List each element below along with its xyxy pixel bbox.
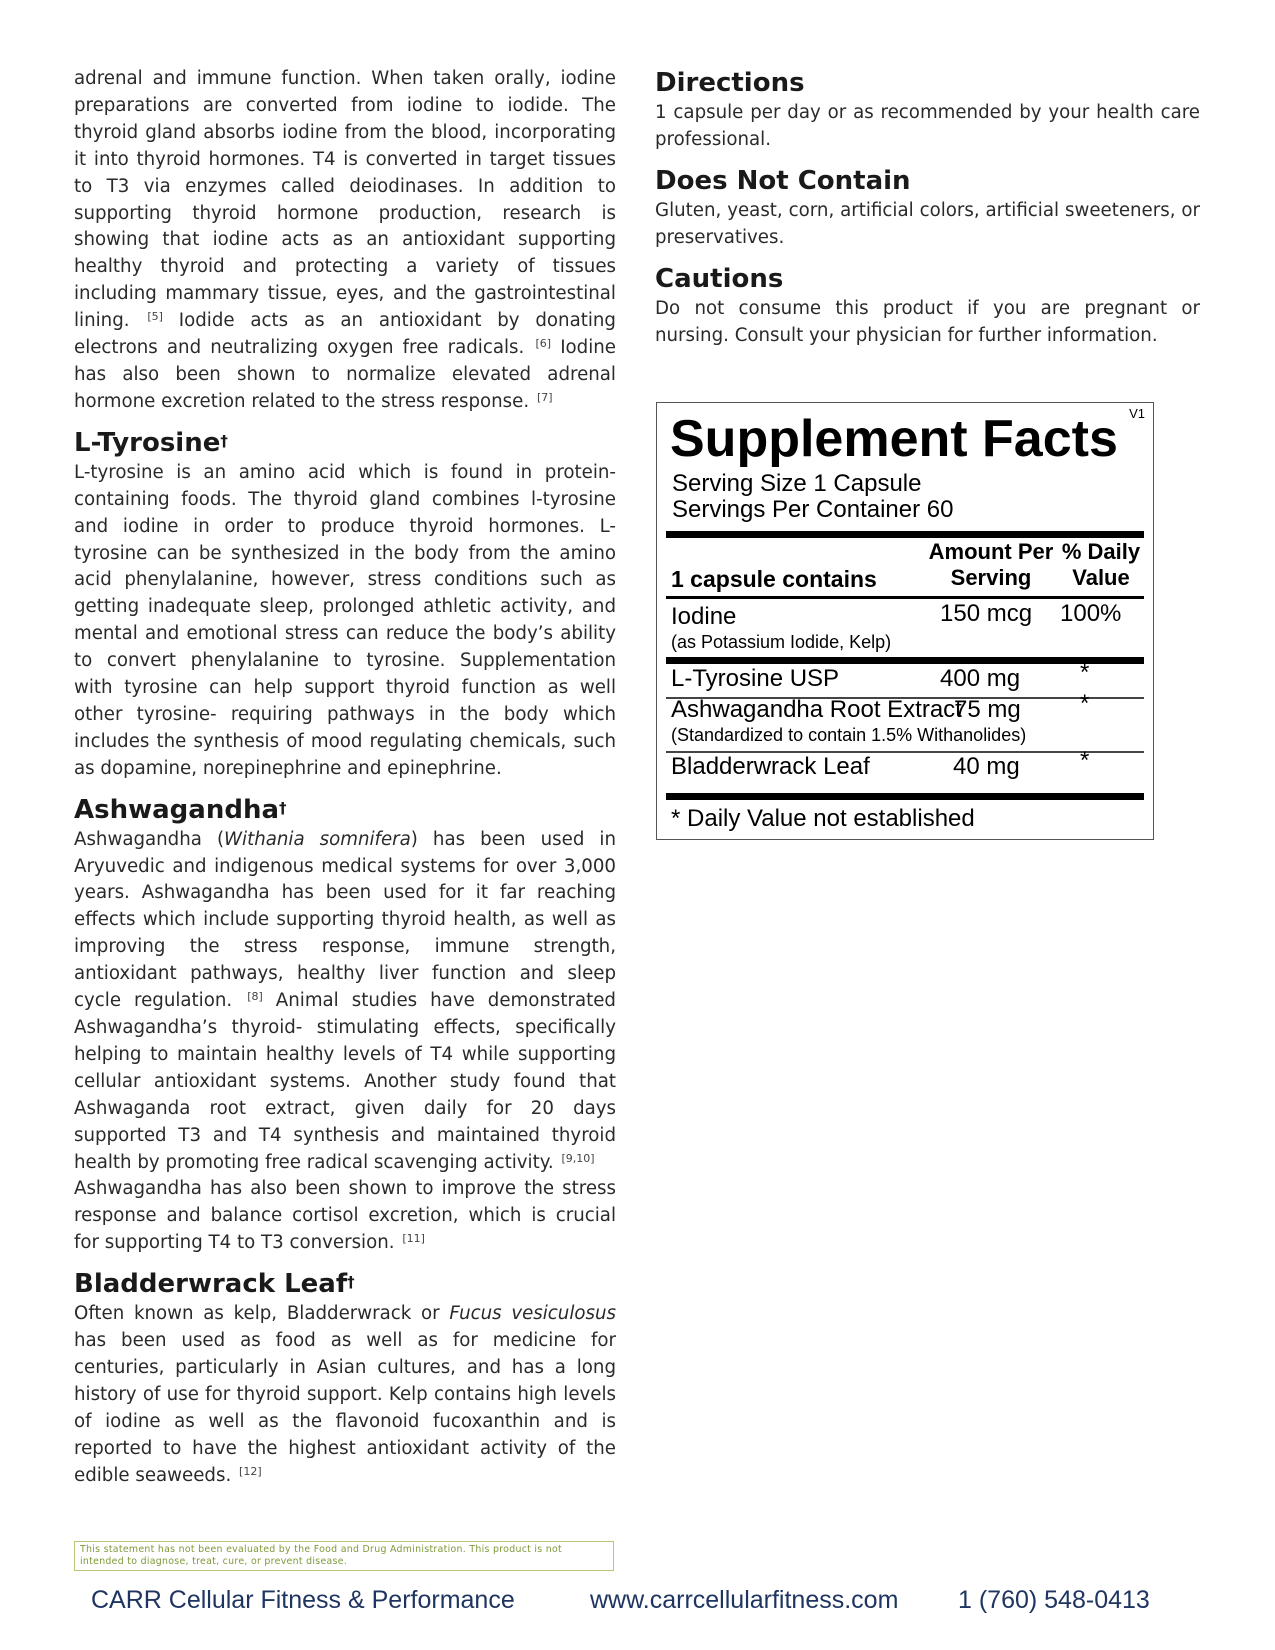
ashwagandha-paragraph: Ashwagandha (Withania somnifera) has been used in Aryuvedic and indigenous medical systems for over 3,000 years. Ashwagandha has been used for it far reaching effects which include supporting thyroid health, as well as improving the stress response, immune strength, antioxidant pathways, healthy liver function and sleep cycle regulation. [8] Animal studies have demonstrated Ashwagandha’s thyroid- stimulating effects, specifically helping to maintain healthy levels of T4 while supporting cellular antioxidant systems. Another study found that Ashwaganda root extract, given daily for 20 days supported T3 and T4 synthesis and maintained thyroid health by promoting free radical scavenging activity. [9,10] (74, 828, 616, 1173)
latin-name: Withania somnifera (224, 828, 411, 850)
servings-per-container: Servings Per Container 60 (672, 496, 954, 523)
facts-version: V1 (1129, 406, 1145, 421)
intro-paragraph (74, 66, 616, 416)
contains-header: 1 capsule contains (671, 566, 877, 592)
bladderwrack-paragraph: Often known as kelp, Bladderwrack or Fucus vesiculosus has been used as food as well as for medicine for centuries, particularly in Asian cultures, and has a long history of use for thyroid support. Kelp contains high levels of iodine as well as the flavonoid fucoxanthin and is reported to have the highest antioxidant activity of the edible seaweeds. [12] (74, 1303, 616, 1486)
amount-header: Amount Per Serving (928, 539, 1054, 590)
tyrosine-paragraph: L-tyrosine is an amino acid which is found in protein-containing foods. The thyroid gland combines l-tyrosine and iodine in order to produce thyroid hormones. L-tyrosine can be synthesized in the body from the amino acid phenylalanine, however, stress conditions such as getting inadequate sleep, prolonged athletic activity, and mental and emotional stress can reduce the body’s ability to convert phenylalanine to tyrosine. Supplementation with tyrosine can help support thyroid function as well other tyrosine- requiring pathways in the body which includes the synthesis of mood regulating chemicals, such as dopamine, norepinephrine and epinephrine. (74, 461, 616, 779)
ingredient-name: L-Tyrosine USP (671, 665, 840, 692)
citation: [8] (247, 990, 263, 1004)
right-column (655, 66, 1200, 349)
divider-thick (666, 531, 1144, 538)
citation: [6] (535, 337, 552, 351)
citation: [9,10] (561, 1151, 595, 1165)
latin-name: Fucus vesiculosus (449, 1303, 616, 1325)
citation: [12] (239, 1464, 262, 1478)
facts-title: Supplement Facts (670, 410, 1118, 468)
does-not-contain-heading: Does Not Contain (655, 165, 911, 196)
ingredient-name: Ashwagandha Root Extract (671, 696, 962, 723)
divider-medium (666, 596, 1144, 599)
ingredient-daily-value: * (1080, 690, 1090, 717)
serving-size: Serving Size 1 Capsule (672, 470, 922, 497)
ingredient-amount: 150 mcg (940, 600, 1033, 627)
citation: [11] (402, 1232, 425, 1246)
directions-heading: Directions (655, 68, 805, 98)
ingredient-note: (Standardized to contain 1.5% Withanolides) (671, 725, 1027, 745)
intro-text-mid: Iodide acts as an antioxidant by donating electrons and neutralizing oxygen free radicals. (74, 310, 616, 359)
footer-company: CARR Cellular Fitness & Performance (91, 1586, 515, 1614)
divider-thick (666, 793, 1144, 800)
ingredient-daily-value: 100% (1060, 600, 1122, 627)
divider-thick (666, 657, 1144, 664)
left-column (74, 66, 616, 1490)
cautions-heading: Cautions (655, 263, 784, 294)
ashwagandha-paragraph-2: Ashwagandha has also been shown to improve the stress response and balance cortisol excretion, which is crucial for supporting T4 to T3 conversion. [11] (74, 1178, 616, 1254)
bladderwrack-heading: Bladderwrack Leaf† (74, 1269, 355, 1300)
intro-text-end: Iodine has also been shown to normalize elevated adrenal hormone excretion related to the stress response. (74, 337, 616, 412)
ingredient-daily-value: * (1080, 659, 1090, 686)
supplement-facts-panel (656, 402, 1154, 840)
ingredient-amount: 40 mg (953, 753, 1020, 780)
ingredient-amount: 400 mg (940, 665, 1021, 692)
daily-value-header: % Daily Value (1061, 539, 1141, 590)
dagger-mark: † (347, 1273, 355, 1292)
directions-text: 1 capsule per day or as recommended by your health care professional. (655, 102, 1200, 150)
fda-disclaimer: This statement has not been evaluated by the Food and Drug Administration. This product is not intended to diagnose, treat, cure, or prevent disease. (74, 1541, 614, 1571)
does-not-contain-text: Gluten, yeast, corn, artificial colors, artificial sweeteners, or preservatives. (655, 199, 1200, 248)
ingredient-note: (as Potassium Iodide, Kelp) (671, 632, 892, 652)
ashwagandha-heading: Ashwagandha† (74, 794, 287, 825)
cautions-text: Do not consume this product if you are pregnant or nursing. Consult your physician for further information. (655, 297, 1200, 346)
dagger-mark: † (279, 798, 287, 817)
citation: [5] (147, 310, 163, 324)
ingredient-amount: 75 mg (954, 696, 1021, 723)
tyrosine-heading: L-Tyrosine† (74, 427, 228, 458)
citation: [7] (536, 390, 553, 404)
footer-website[interactable]: www.carrcellularfitness.com (590, 1586, 899, 1614)
ingredient-daily-value: * (1080, 747, 1090, 774)
serving-info (672, 471, 953, 523)
intro-text: adrenal and immune function. When taken orally, iodine preparations are converted from iodine to iodide. The thyroid gland absorbs iodine from the blood, incorporating it into thyroid hormones. T4 is converted in target tissues to T3 via enzymes called deiodinases. In addition to supporting thyroid hormone production, research is showing that iodine acts as an antioxidant supporting healthy thyroid and protecting a variety of tissues including mammary tissue, eyes, and the gastrointestinal lining. (74, 68, 616, 332)
facts-footnote: * Daily Value not established (671, 805, 975, 832)
ingredient-name: Iodine (671, 603, 737, 630)
ingredient-name: Bladderwrack Leaf (671, 753, 870, 780)
footer-phone[interactable]: 1 (760) 548-0413 (958, 1586, 1150, 1614)
dagger-mark: † (220, 431, 228, 450)
